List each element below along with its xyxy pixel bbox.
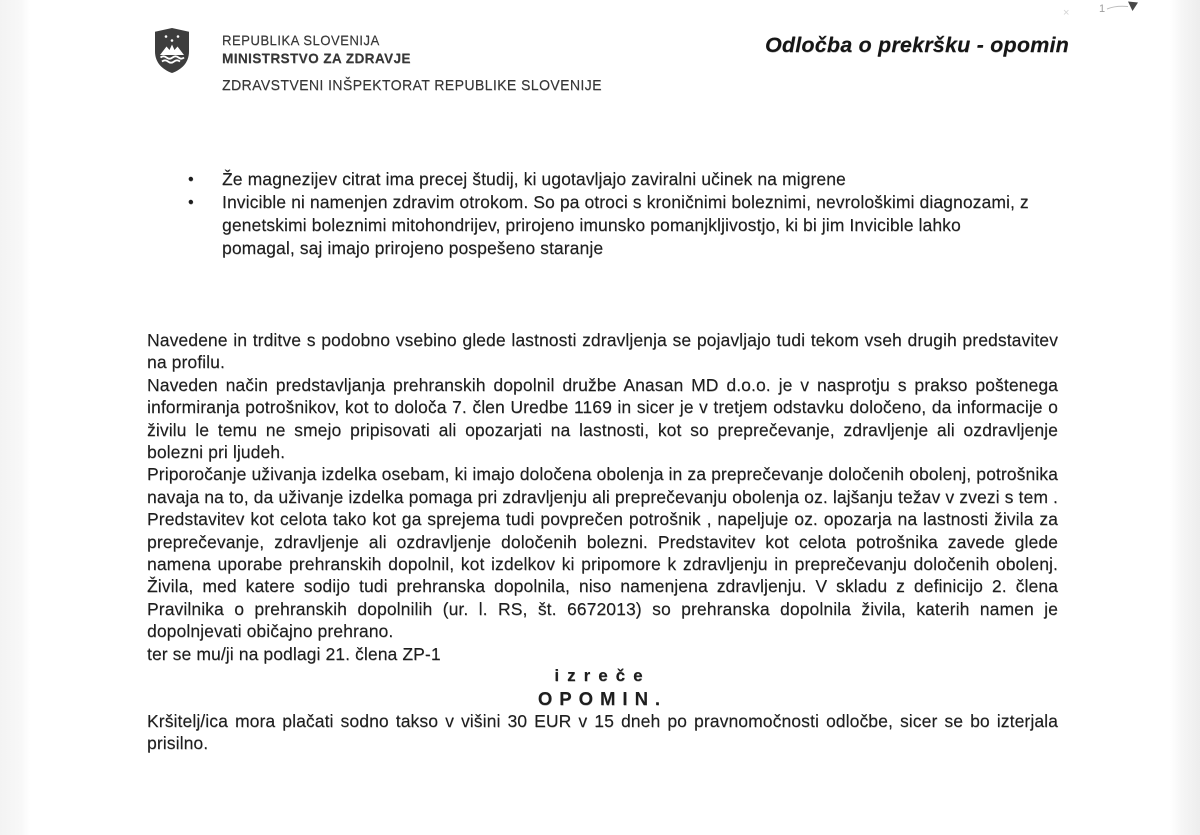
bullet-icon: • bbox=[188, 194, 194, 211]
paragraph-claims: Navedene in trditve s podobno vsebino glede lastnosti zdravljenja se pojavljajo tudi tekom vseh drugih predstavitev na profilu. bbox=[147, 330, 1058, 373]
stray-speck-mark: × bbox=[1063, 7, 1070, 19]
paragraph-assessment: Priporočanje uživanja izdelka osebam, ki imajo določena obolenja in za preprečevanje določenih obolenj, potrošnika navaja na to, da uživanje izdelka pomaga pri zdravljenju ali preprečevanju obolenja oz. lajšanju težav v zvezi s tem . Predstavitev kot celota tako kot ga sprejema tudi povprečen potrošnik , napeljuje oz. opozarja na lastnosti živila za preprečevanje, zdravljenje ali ozdravljenje določenih bolezni. Predstavitev kot celota potrošnika zavede glede namena uporabe prehranskih dopolnil, kot izdelkov ki pripomore k zdravljenju in preprečevanju določenih obolenj. Živila, med katere sodijo tudi prehranska dopolnila, niso namenjena zdravljenju. V skladu z definicijo 2. člena Pravilnika o prehranskih dopolnilih (ur. l. RS, št. 6672013) so prehranska dopolnila živila, katerih namen je dopolnjevati običajno prehrano. bbox=[147, 464, 1058, 642]
decree-intro: ter se mu/ji na podlagi 21. člena ZP-1 bbox=[147, 643, 441, 664]
scan-edge-right bbox=[1170, 0, 1200, 835]
closing-paragraph: Kršitelj/ica mora plačati sodno takso v višini 30 EUR v 15 dneh po pravnomočnosti odločbe, sicer se bo izterjala prisilno. bbox=[147, 710, 1058, 754]
handwritten-mark bbox=[1098, 0, 1150, 18]
findings-list bbox=[188, 168, 1036, 260]
list-item bbox=[188, 191, 1036, 260]
svg-text:1: 1 bbox=[1099, 3, 1106, 15]
scan-edge-left bbox=[0, 0, 30, 835]
decree-title: OPOMIN. bbox=[537, 687, 668, 709]
paragraph-regulation: Naveden način predstavljanja prehranskih dopolnil družbe Anasan MD d.o.o. je v nasprotju s prakso poštenega informiranja potrošnikov, kot to določa 7. člen Uredbe 1169 in sicer je v tretjem odstavku določeno, da informacije o živilu le temu ne smejo pripisovati ali opozarjati na lastnosti, kot so preprečevanje, zdravljenje ali ozdravljenje bolezni pri ljudeh. bbox=[147, 374, 1058, 463]
letterhead-ministry-line: MINISTRSTVO ZA ZDRAVJE bbox=[222, 49, 411, 66]
letterhead bbox=[222, 34, 602, 95]
coat-of-arms-icon bbox=[151, 27, 193, 74]
list-item-text: Invicible ni namenjen zdravim otrokom. So pa otroci s kroničnimi boleznimi, nevrološkimi diagnozami, z genetskimi boleznimi mitohondrijev, prirojeno imunsko pomanjkljivostjo, ki bi jim Invicible lahko pomagal, saj imajo prirojeno pospešeno staranje bbox=[222, 192, 1029, 258]
decree-verb: izreče bbox=[554, 666, 651, 686]
list-item-text: Že magnezijev citrat ima precej študij, ki ugotavljajo zaviralni učinek na migrene bbox=[222, 169, 846, 189]
letterhead-inspectorate-line: ZDRAVSTVENI INŠPEKTORAT REPUBLIKE SLOVENIJE bbox=[222, 78, 602, 95]
letterhead-republic-line: REPUBLIKA SLOVENIJA bbox=[222, 33, 380, 48]
document-body bbox=[147, 329, 1058, 755]
document-title: Odločba o prekršku - opomin bbox=[764, 33, 1069, 57]
bullet-icon: • bbox=[188, 171, 194, 188]
list-item bbox=[188, 168, 1036, 191]
